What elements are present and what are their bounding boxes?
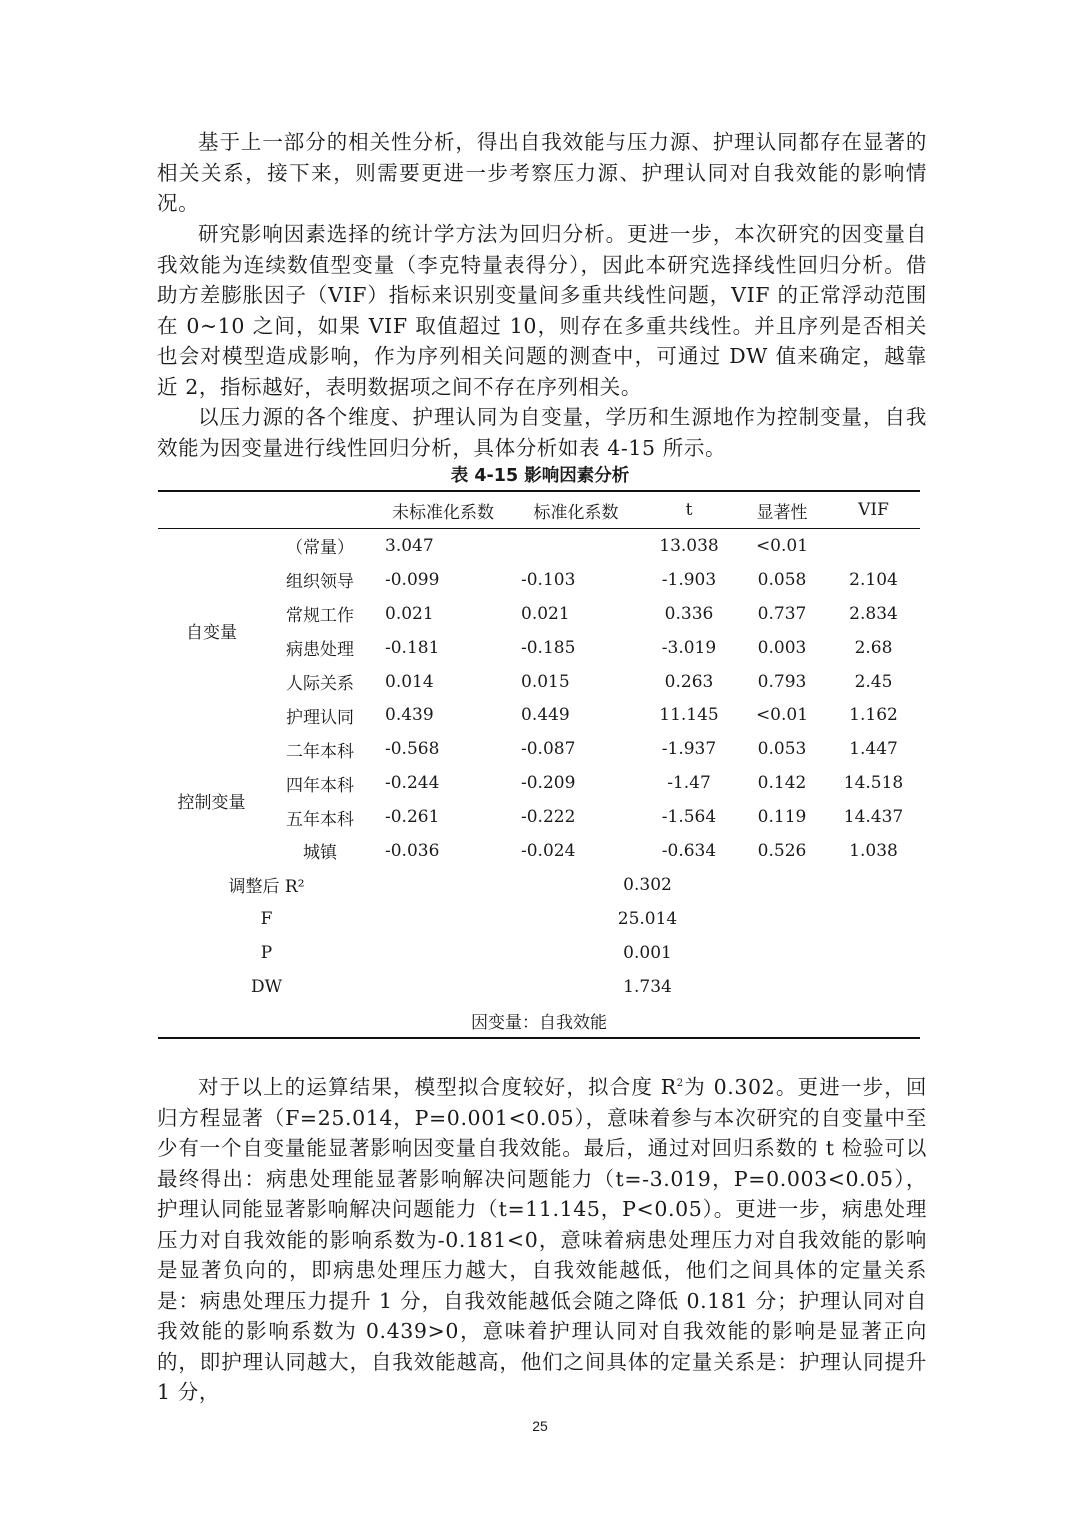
cell-beta: -0.185 [521, 637, 576, 658]
table-caption: 表 4-15 影响因素分析 [450, 466, 630, 486]
table-row [158, 597, 920, 631]
cell-t: -1.937 [661, 739, 717, 760]
dependent-variable-note: 因变量：自我效能 [471, 1012, 607, 1033]
cell-beta: -0.024 [521, 840, 576, 861]
cell-t: -1.564 [661, 807, 717, 828]
stat-row [158, 868, 920, 902]
table-row [158, 834, 920, 868]
stat-value: 0.001 [623, 942, 672, 963]
table-header-row [158, 491, 920, 529]
stat-label: 调整后 R² [228, 877, 305, 898]
cell-b: -0.568 [385, 739, 440, 760]
group-label-independent: 自变量 [186, 623, 237, 644]
cell-beta: 0.449 [521, 705, 570, 726]
stat-row [158, 902, 920, 936]
row-label: 四年本科 [286, 775, 354, 796]
cell-beta: 0.021 [521, 603, 570, 624]
header-sig: 显著性 [737, 491, 827, 529]
paragraph-variables: 以压力源的各个维度、护理认同为自变量，学历和生源地作为控制变量，自我效能为因变量进行线性回归分析，具体分析如表 4-15 所示。 [157, 405, 927, 460]
cell-sig: 0.119 [757, 807, 807, 828]
r-squared-superscript: 2 [676, 1078, 684, 1090]
cell-sig: 0.053 [757, 739, 807, 760]
table-row [158, 800, 920, 834]
row-label: 人际关系 [286, 674, 354, 694]
row-label: 常规工作 [286, 606, 354, 627]
table-footer-row [158, 1003, 920, 1038]
cell-vif: 2.68 [854, 637, 893, 658]
stat-label: DW [250, 976, 283, 997]
cell-b: -0.181 [385, 637, 440, 658]
table-row [158, 665, 920, 699]
cell-vif: 2.834 [849, 603, 898, 624]
cell-t: -0.634 [661, 840, 717, 861]
table-row [158, 631, 920, 665]
cell-vif: 2.45 [854, 671, 893, 692]
cell-beta: -0.087 [521, 739, 576, 760]
cell-vif: 2.104 [849, 569, 898, 590]
stat-label: F [260, 908, 273, 929]
row-label: （常量） [286, 538, 354, 559]
row-label: 组织领导 [286, 572, 354, 593]
cell-vif: 1.162 [849, 705, 898, 726]
cell-b: -0.261 [385, 807, 440, 828]
header-unstd-coef: 未标准化系数 [375, 491, 511, 529]
cell-vif: 1.038 [849, 840, 898, 861]
cell-beta: 0.015 [521, 671, 570, 692]
stat-label: P [260, 942, 273, 963]
row-label: 二年本科 [286, 741, 354, 762]
cell-beta [511, 529, 641, 563]
cell-sig: <0.01 [755, 705, 809, 726]
results-text-part1: 对于以上的运算结果，模型拟合度较好，拟合度 R [198, 1075, 677, 1099]
cell-t: -1.47 [667, 773, 711, 794]
stat-row [158, 936, 920, 970]
results-text-part2: 为 0.302。更进一步，回归方程显著（F=25.014，P=0.001<0.05），意味着参与本次研究的自变量中至少有一个自变量能显著影响因变量自我效能。最后，通过对回归系数的 t 检验可以最终得出：病患处理能显著影响解决问题能力（t=-3.019，P=0.003<0.05），护理认同能显著影响解决问题能力（t=11.145，P<0.05）。更进一步，病患处理压力对自我效能的影响系数为-0.181<0，意味着病患处理压力对自我效能的影响是显著负向的，即病患处理压力越大，自我效能越低，他们之间具体的定量关系是：病患处理压力提升 1 分，自我效能越低会随之降低 0.181 分；护理认同对自我效能的影响系数为 0.439>0，意味着护理认同对自我效能的影响是显著正向的，即护理认同越大，自我效能越高，他们之间具体的定量关系是：护理认同提升 1 分， [157, 1075, 928, 1404]
cell-b: -0.244 [385, 773, 440, 794]
table-row [158, 766, 920, 800]
cell-vif: 14.518 [843, 773, 904, 794]
header-t: t [641, 491, 737, 529]
cell-sig: <0.01 [755, 535, 809, 556]
group-label-control: 控制变量 [177, 792, 246, 813]
cell-b: 0.014 [385, 671, 434, 692]
paragraph-intro: 基于上一部分的相关性分析，得出自我效能与压力源、护理认同都存在显著的相关关系，接下来，则需要更进一步考察压力源、护理认同对自我效能的影响情况。 [157, 130, 927, 215]
stat-value: 0.302 [623, 874, 672, 895]
cell-beta: -0.103 [521, 569, 576, 590]
paragraph-results [157, 1072, 927, 1408]
paragraph-method: 研究影响因素选择的统计学方法为回归分析。更进一步，本次研究的因变量自我效能为连续数值型变量（李克特量表得分），因此本研究选择线性回归分析。借助方差膨胀因子（VIF）指标来识别变量间多重共线性问题，VIF 的正常浮动范围在 0~10 之间，如果 VIF 取值超过 10，则存在多重共线性。并且序列是否相关也会对模型造成影响，作为序列相关问题的测查中，可通过 DW 值来确定，越靠近 2，指标越好，表明数据项之间不存在序列相关。 [157, 222, 927, 399]
cell-t: -1.903 [661, 569, 717, 590]
cell-b: 3.047 [385, 535, 434, 556]
cell-b: -0.036 [385, 840, 440, 861]
cell-sig: 0.737 [757, 603, 807, 624]
cell-vif [827, 529, 920, 563]
cell-t: 13.038 [659, 535, 719, 556]
stat-value: 25.014 [617, 908, 678, 929]
stat-value: 1.734 [623, 976, 672, 997]
cell-sig: 0.058 [757, 569, 807, 590]
header-vif: VIF [827, 491, 920, 529]
cell-b: 0.439 [385, 705, 434, 726]
row-label: 五年本科 [286, 809, 354, 830]
cell-sig: 0.793 [757, 671, 807, 692]
cell-b: -0.099 [385, 569, 440, 590]
header-std-coef: 标准化系数 [511, 491, 641, 529]
row-label: 病患处理 [286, 640, 354, 661]
stat-row [158, 970, 920, 1004]
row-label: 护理认同 [286, 707, 354, 728]
cell-sig: 0.003 [757, 637, 807, 658]
page-number: 25 [532, 1418, 548, 1434]
table-row [158, 529, 920, 563]
row-label: 城镇 [303, 843, 337, 864]
cell-t: -3.019 [661, 637, 717, 658]
cell-beta: -0.222 [521, 807, 576, 828]
table-row [158, 563, 920, 597]
regression-table [158, 490, 920, 1039]
cell-vif: 1.447 [849, 739, 898, 760]
table-row [158, 732, 920, 766]
table-row [158, 698, 920, 732]
cell-b: 0.021 [385, 603, 434, 624]
cell-sig: 0.526 [757, 840, 807, 861]
cell-t: 0.336 [664, 603, 714, 624]
cell-t: 11.145 [659, 705, 719, 726]
cell-sig: 0.142 [757, 773, 807, 794]
cell-t: 0.263 [664, 671, 714, 692]
cell-vif: 14.437 [843, 807, 904, 828]
cell-beta: -0.209 [521, 773, 576, 794]
